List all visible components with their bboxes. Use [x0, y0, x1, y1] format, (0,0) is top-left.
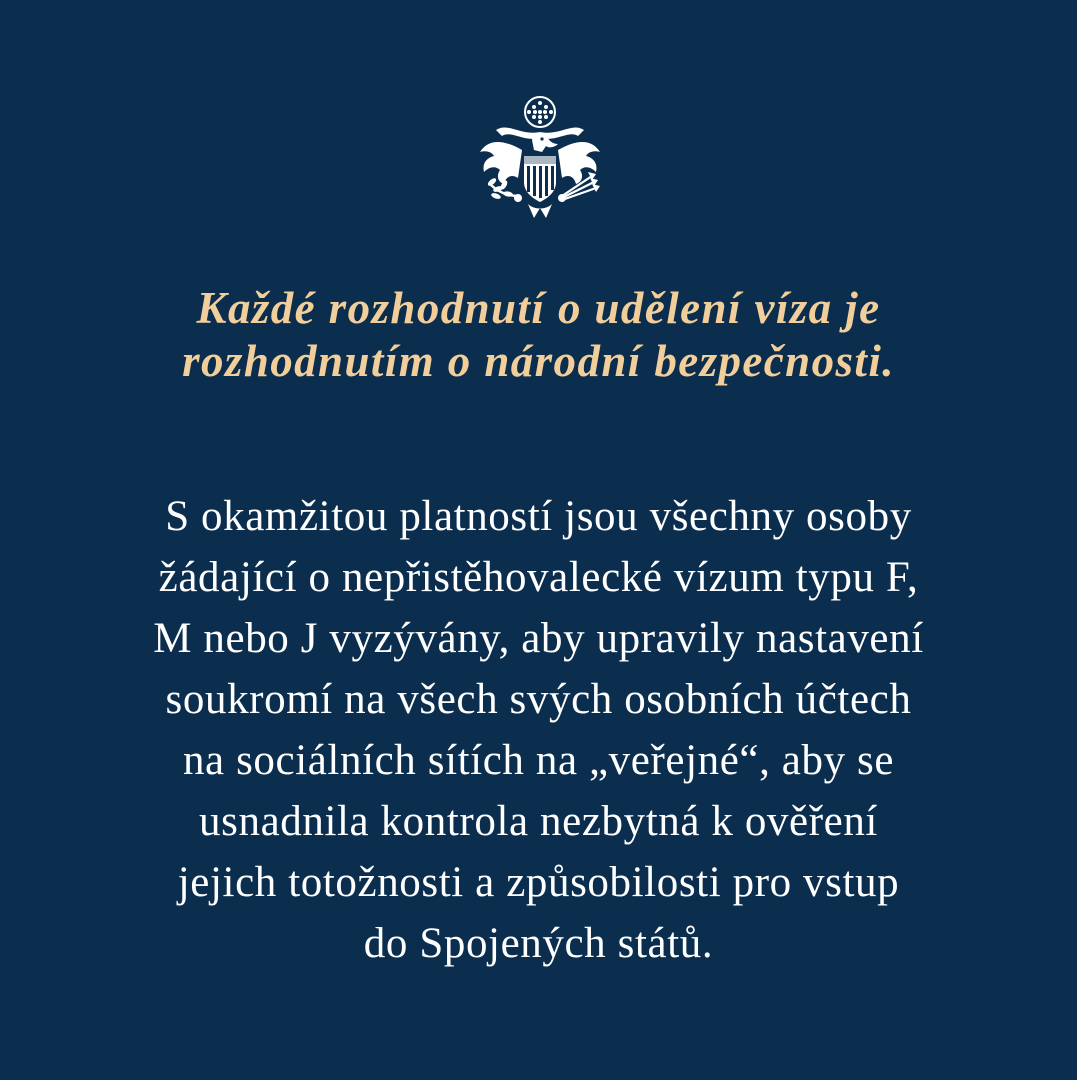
- body-line: jejich totožnosti a způsobilosti pro vstup: [177, 859, 900, 906]
- body-line: soukromí na všech svých osobních účtech: [165, 676, 912, 723]
- body-line: S okamžitou platností jsou všechny osoby: [165, 493, 912, 540]
- headline-line: Každé rozhodnutí o udělení víza je: [196, 283, 881, 333]
- announcement-body: [60, 486, 1017, 974]
- body-line: usnadnila kontrola nezbytná k ověření: [199, 798, 878, 845]
- headline-line: rozhodnutím o národní bezpečnosti.: [182, 336, 895, 386]
- body-line: do Spojených států.: [363, 920, 714, 967]
- body-line: M nebo J vyzývány, aby upravily nastavení: [153, 615, 924, 662]
- great-seal-eagle-icon: [468, 92, 612, 226]
- body-line: na sociálních sítích na „veřejné“, aby se: [182, 737, 895, 784]
- headline: [60, 282, 1017, 388]
- body-line: žádající o nepřistěhovalecké vízum typu F,: [158, 554, 919, 601]
